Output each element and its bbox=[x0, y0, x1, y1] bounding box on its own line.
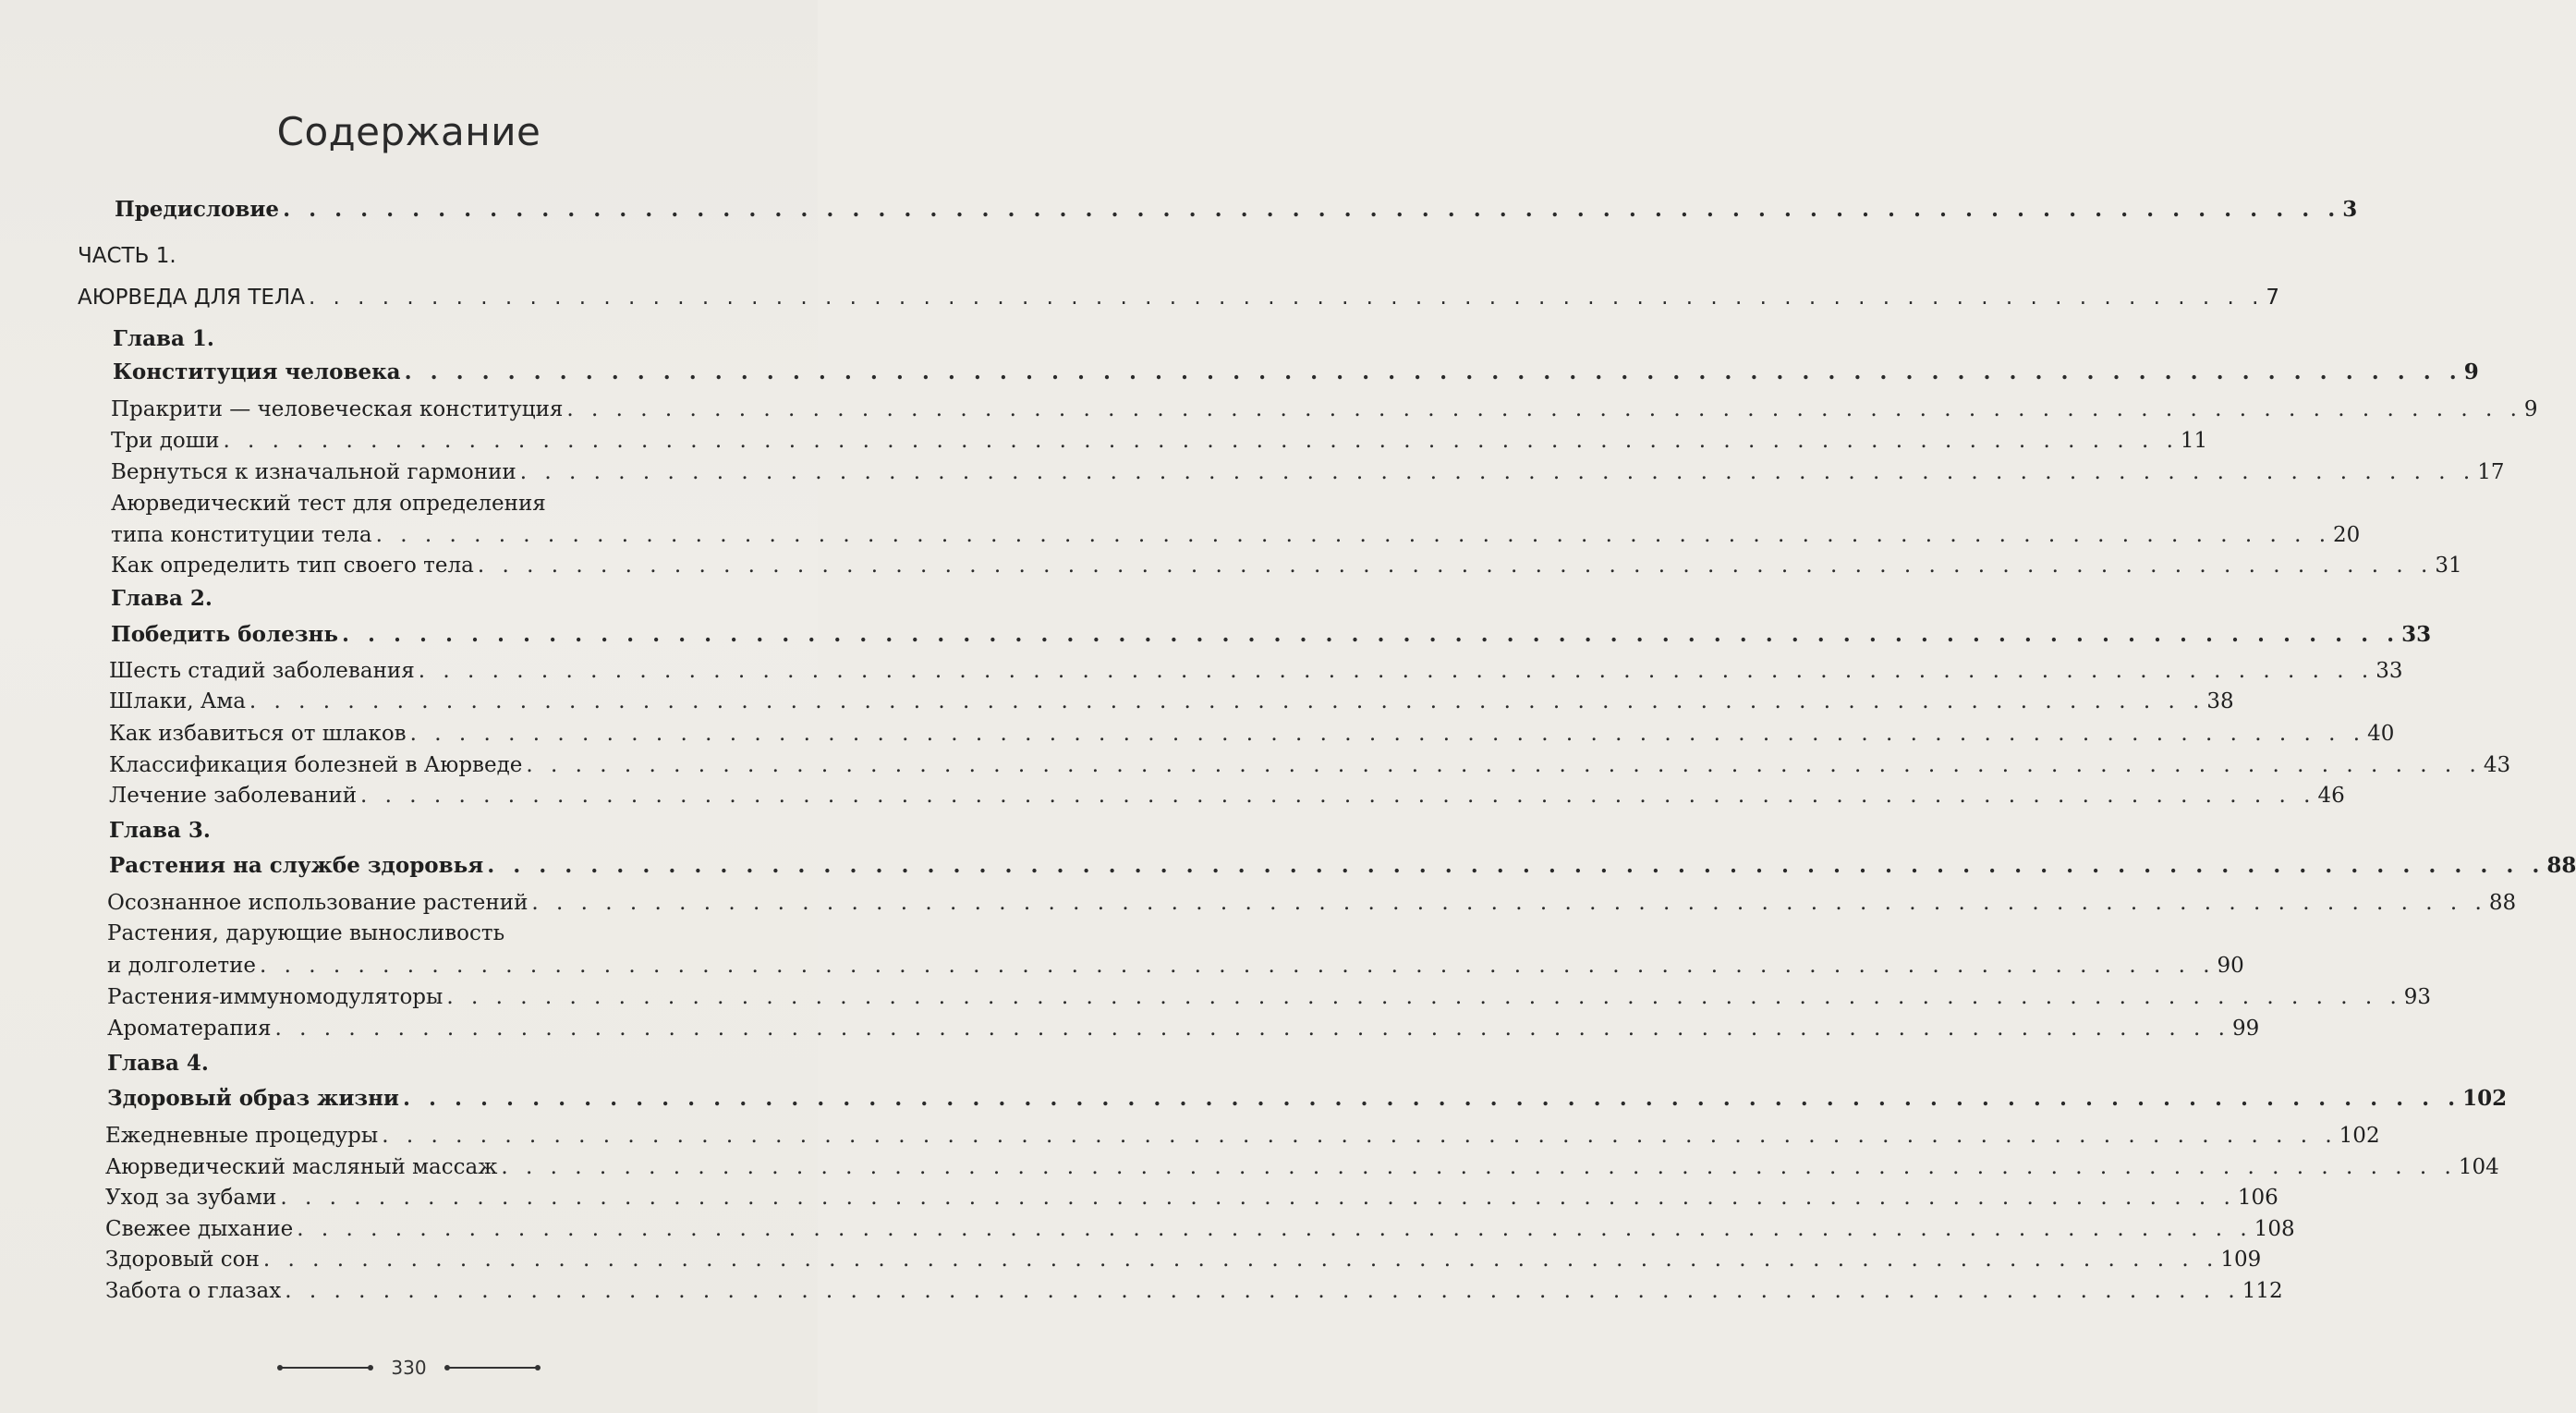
toc-entry-chapter-title[interactable] bbox=[109, 852, 2576, 880]
toc-entry-label: Шлаки, Ама bbox=[109, 689, 246, 713]
leader-dots: . . . . . . . . . . . . . . . . . . . . . . . . . . . . . . . . . . . . . . . . . . . . . . . . . . . . . . . . . . . . . . . . . . . . . . . . . . . . . . . . bbox=[262, 1248, 2219, 1272]
toc-entry[interactable] bbox=[109, 688, 2234, 715]
toc-entry[interactable] bbox=[107, 1015, 2260, 1042]
chapter-heading: Глава 1. bbox=[113, 326, 214, 351]
toc-entry-label: Как определить тип своего тела bbox=[111, 554, 474, 578]
toc-entry-chapter-title[interactable] bbox=[107, 1085, 2508, 1113]
page-footer bbox=[0, 1357, 818, 1379]
leader-dots: . . . . . . . . . . . . . . . . . . . . . . . . . . . . . . . . . . . . . . . . . . . . . . . . . . . . . . . . . . . . . . . . . . . . . . . . . . . . . . . . bbox=[223, 429, 2179, 453]
leader-dots: . . . . . . . . . . . . . . . . . . . . . . . . . . . . . . . . . . . . . . . . . . . . . . . . . . . . . . . . . . . . . . . . . . . . . . . . . . . . . . . . bbox=[531, 891, 2487, 915]
leader-dots: . . . . . . . . . . . . . . . . . . . . . . . . . . . . . . . . . . . . . . . . . . . . . . . . . . . . . . . . . . . . . . . . . . . . . . . . . . . . . . . . bbox=[446, 985, 2402, 1009]
toc-entry-chapter-title[interactable] bbox=[111, 621, 2432, 649]
toc-page-number: 33 bbox=[2401, 622, 2432, 647]
toc-entry-label: Вернуться к изначальной гармонии bbox=[111, 460, 516, 484]
leader-dots: . . . . . . . . . . . . . . . . . . . . . . . . . . . . . . . . . . . . . . . . . . . . . . . . . . . . . . . . . . . . . . . . . . . . . . . . . . . . . . . . bbox=[375, 523, 2332, 547]
toc-entry[interactable] bbox=[105, 1215, 2295, 1243]
toc-entry-label: Ароматерапия bbox=[107, 1017, 272, 1041]
toc-page-number: 7 bbox=[2266, 286, 2280, 310]
toc-page-number: 108 bbox=[2254, 1217, 2295, 1241]
toc-entry-preface[interactable] bbox=[115, 196, 2358, 224]
chapter-heading: Глава 2. bbox=[111, 586, 213, 611]
leader-dots: . . . . . . . . . . . . . . . . . . . . . . . . . . . . . . . . . . . . . . . . . . . . . . . . . . . . . . . . . . . . . . . . . . . . . . . . . . . . . . . . bbox=[403, 1086, 2461, 1111]
toc-page-number: 20 bbox=[2333, 523, 2361, 547]
toc-page-number: 46 bbox=[2317, 784, 2345, 808]
toc-entry-label: Лечение заболеваний bbox=[109, 784, 358, 808]
toc-entry-label: Три доши bbox=[111, 429, 220, 453]
toc-entry-label: Победить болезнь bbox=[111, 622, 338, 647]
toc-entry[interactable] bbox=[111, 552, 2462, 579]
toc-entry-label-line: Аюрведический тест для определения bbox=[111, 492, 546, 516]
leader-dots: . . . . . . . . . . . . . . . . . . . . . . . . . . . . . . . . . . . . . . . . . . . . . . . . . . . . . . . . . . . . . . . . . . . . . . . . . . . . . . . . bbox=[382, 1124, 2338, 1148]
toc-page-number: 93 bbox=[2403, 985, 2432, 1009]
toc-page-number: 33 bbox=[2376, 659, 2403, 683]
toc-entry[interactable] bbox=[107, 952, 2244, 980]
leader-dots: . . . . . . . . . . . . . . . . . . . . . . . . . . . . . . . . . . . . . . . . . . . . . . . . . . . . . . . . . . . . . . . . . . . . . . . . . . . . . . . . bbox=[409, 722, 2366, 746]
leader-dots: . . . . . . . . . . . . . . . . . . . . . . . . . . . . . . . . . . . . . . . . . . . . . . . . . . . . . . . . . . . . . . . . . . . . . . . . . . . . . . . . bbox=[249, 689, 2205, 713]
page-title: Содержание bbox=[276, 109, 541, 154]
toc-entry[interactable] bbox=[105, 1153, 2499, 1181]
toc-page-number: 90 bbox=[2217, 954, 2244, 978]
toc-page-number: 31 bbox=[2435, 554, 2462, 578]
page-number: 330 bbox=[391, 1357, 427, 1379]
leader-dots: . . . . . . . . . . . . . . . . . . . . . . . . . . . . . . . . . . . . . . . . . . . . . . . . . . . . . . . . . . . . . . . . . . . . . . . . . . . . . . . . bbox=[566, 397, 2522, 421]
leader-dots: . . . . . . . . . . . . . . . . . . . . . . . . . . . . . . . . . . . . . . . . . . . . . . . . . . . . . . . . . . . . . . . . . . . . . . . . . . . . . . . . bbox=[274, 1017, 2230, 1041]
toc-entry[interactable] bbox=[109, 751, 2511, 779]
leader-dots: . . . . . . . . . . . . . . . . . . . . . . . . . . . . . . . . . . . . . . . . . . . . . . . . . . . . . . . . . . . . . . . . . . . . . . . . . . . . . . . . bbox=[285, 1279, 2241, 1303]
toc-entry[interactable] bbox=[107, 983, 2432, 1011]
toc-page-number: 40 bbox=[2367, 722, 2395, 746]
toc-entry-label: Растения на службе здоровья bbox=[109, 853, 484, 878]
toc-entry[interactable] bbox=[105, 1184, 2278, 1212]
leader-dots: . . . . . . . . . . . . . . . . . . . . . . . . . . . . . . . . . . . . . . . . . . . . . . . . . . . . . . . . . . . . . . . . . . . . . . . . . . . . . . . . bbox=[341, 622, 2400, 647]
leader-dots: . . . . . . . . . . . . . . . . . . . . . . . . . . . . . . . . . . . . . . . . . . . . . . . . . . . . . . . . . . . . . . . . . . . . . . . . . . . . . . . . bbox=[477, 554, 2434, 578]
toc-entry-label: Растения-иммуномодуляторы bbox=[107, 985, 444, 1009]
leader-dots: . . . . . . . . . . . . . . . . . . . . . . . . . . . . . . . . . . . . . . . . . . . . . . . . . . . . . . . . . . . . . . . . . . . . . . . . . . . . . . . . bbox=[297, 1217, 2253, 1241]
toc-entry-label: Здоровый образ жизни bbox=[107, 1086, 399, 1111]
leader-dots: . . . . . . . . . . . . . . . . . . . . . . . . . . . . . . . . . . . . . . . . . . . . . . . . . . . . . . . . . . . . . . . . . . . . . . . . . . . . . . . . bbox=[283, 197, 2341, 222]
toc-entry[interactable] bbox=[111, 521, 2361, 549]
toc-page-number: 88 bbox=[2488, 891, 2517, 915]
toc-page-number: 109 bbox=[2220, 1248, 2262, 1272]
toc-entry-label: Ежедневные процедуры bbox=[105, 1124, 379, 1148]
chapter-heading: Глава 3. bbox=[109, 818, 211, 843]
toc-entry-label: Шесть стадий заболевания bbox=[109, 659, 415, 683]
toc-entry-label: и долголетие bbox=[107, 954, 257, 978]
chapter-heading: Глава 4. bbox=[107, 1051, 209, 1076]
toc-entry[interactable] bbox=[109, 657, 2403, 685]
toc-entry-label: Пракрити — человеческая конституция bbox=[111, 397, 564, 421]
toc-page-number: 102 bbox=[2462, 1086, 2508, 1111]
toc-page-number: 38 bbox=[2206, 689, 2234, 713]
toc-entry-chapter-title[interactable] bbox=[113, 359, 2479, 386]
leader-dots: . . . . . . . . . . . . . . . . . . . . . . . . . . . . . . . . . . . . . . . . . . . . . . . . . . . . . . . . . . . . . . . . . . . . . . . . . . . . . . . . bbox=[487, 853, 2546, 878]
toc-entry-label: Осознанное использование растений bbox=[107, 891, 529, 915]
leader-dots: . . . . . . . . . . . . . . . . . . . . . . . . . . . . . . . . . . . . . . . . . . . . . . . . . . . . . . . . . . . . . . . . . . . . . . . . . . . . . . . . bbox=[519, 460, 2476, 484]
leader-dots: . . . . . . . . . . . . . . . . . . . . . . . . . . . . . . . . . . . . . . . . . . . . . . . . . . . . . . . . . . . . . . . . . . . . . . . . . . . . . . . . bbox=[360, 784, 2316, 808]
toc-entry-label: Здоровый сон bbox=[105, 1248, 260, 1272]
part-heading: ЧАСТЬ 1. bbox=[78, 244, 176, 268]
toc-entry-label: Забота о глазах bbox=[105, 1279, 282, 1303]
leader-dots: . . . . . . . . . . . . . . . . . . . . . . . . . . . . . . . . . . . . . . . . . . . . . . . . . . . . . . . . . . . . . . . . . . . . . . . . . . . . . . . . bbox=[501, 1155, 2457, 1179]
toc-entry-label: АЮРВЕДА ДЛЯ ТЕЛА bbox=[78, 286, 305, 310]
toc-entry-part1[interactable] bbox=[78, 284, 2280, 311]
toc-entry[interactable] bbox=[109, 720, 2395, 748]
toc-page-number: 106 bbox=[2237, 1186, 2278, 1210]
toc-entry[interactable] bbox=[105, 1122, 2380, 1150]
leader-dots: . . . . . . . . . . . . . . . . . . . . . . . . . . . . . . . . . . . . . . . . . . . . . . . . . . . . . . . . . . . . . . . . . . . . . . . . . . . . . . . . bbox=[526, 753, 2482, 777]
leader-dots: . . . . . . . . . . . . . . . . . . . . . . . . . . . . . . . . . . . . . . . . . . . . . . . . . . . . . . . . . . . . . . . . . . . . . . . . . . . . . . . . bbox=[280, 1186, 2236, 1210]
toc-entry[interactable] bbox=[105, 1246, 2262, 1273]
footer-ornament-right bbox=[447, 1367, 538, 1369]
toc-page-number: 17 bbox=[2477, 460, 2505, 484]
toc-entry-label: Предисловие bbox=[115, 197, 280, 222]
toc-entry-label: типа конституции тела bbox=[111, 523, 372, 547]
toc-entry-label: Как избавиться от шлаков bbox=[109, 722, 407, 746]
toc-page-number: 9 bbox=[2463, 359, 2479, 384]
toc-entry[interactable] bbox=[111, 458, 2505, 486]
toc-entry[interactable] bbox=[107, 889, 2517, 917]
toc-page-number: 9 bbox=[2523, 397, 2538, 421]
toc-page-number: 102 bbox=[2339, 1124, 2380, 1148]
toc-entry[interactable] bbox=[111, 396, 2538, 423]
leader-dots: . . . . . . . . . . . . . . . . . . . . . . . . . . . . . . . . . . . . . . . . . . . . . . . . . . . . . . . . . . . . . . . . . . . . . . . . . . . . . . . . bbox=[404, 359, 2462, 384]
leader-dots: . . . . . . . . . . . . . . . . . . . . . . . . . . . . . . . . . . . . . . . . . . . . . . . . . . . . . . . . . . . . . . . . . . . . . . . . . . . . . . . . bbox=[418, 659, 2375, 683]
toc-entry-label: Классификация болезней в Аюрведе bbox=[109, 753, 523, 777]
toc-entry[interactable] bbox=[109, 782, 2345, 810]
toc-entry-label: Аюрведический масляный массаж bbox=[105, 1155, 498, 1179]
toc-entry-label: Свежее дыхание bbox=[105, 1217, 294, 1241]
footer-ornament-left bbox=[280, 1367, 371, 1369]
toc-entry-label: Уход за зубами bbox=[105, 1186, 277, 1210]
leader-dots: . . . . . . . . . . . . . . . . . . . . . . . . . . . . . . . . . . . . . . . . . . . . . . . . . . . . . . . . . . . . . . . . . . . . . . . . . . . . . . . . bbox=[260, 954, 2216, 978]
toc-entry[interactable] bbox=[105, 1277, 2283, 1305]
toc-entry-label-line: Растения, дарующие выносливость bbox=[107, 921, 505, 945]
toc-entry[interactable] bbox=[111, 427, 2208, 455]
toc-page-number: 112 bbox=[2242, 1279, 2283, 1303]
leader-dots: . . . . . . . . . . . . . . . . . . . . . . . . . . . . . . . . . . . . . . . . . . . . . . . . . . . . . . . . . . . . . . . . . . . . . . . . . . . . . . . . bbox=[308, 286, 2265, 310]
toc-page-number: 88 bbox=[2546, 853, 2576, 878]
toc-page-number: 104 bbox=[2458, 1155, 2499, 1179]
toc-page-number: 3 bbox=[2342, 197, 2358, 222]
toc-entry-label: Конституция человека bbox=[113, 359, 401, 384]
toc-page-number: 99 bbox=[2232, 1017, 2260, 1041]
toc-page-number: 11 bbox=[2180, 429, 2208, 453]
toc-page-number: 43 bbox=[2483, 753, 2511, 777]
